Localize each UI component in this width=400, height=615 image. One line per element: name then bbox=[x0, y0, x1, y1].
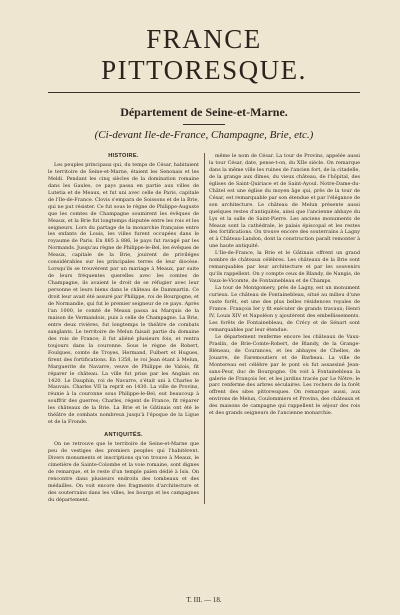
section-heading-antiquites: ANTIQUITÉS. bbox=[104, 432, 143, 439]
department-subtitle: (Ci-devant Ile-de-France, Champagne, Brie, etc.) bbox=[94, 129, 314, 141]
right-column bbox=[209, 153, 360, 504]
paragraph: Le département renferme encore les châteaux de Vaux-Praslin, de Brie-Comte-Robert, de Blandy, de la Grange-Bléneau, de Courances, et les abbayes de Chelles, de Jouarre, de Faremoutiers et de Barbeau. La ville de Montereau est célèbre par le pont où fut assassiné Jean-sans-Peur, duc de Bourgogne. On voit à Fontainebleau la galerie de François Ier, et les jardins tracés par Le Nôtre; le parc renferme des arbres séculaires. Les rochers de la forêt offrent des sites pittoresques. On remarque aussi, aux environs de Melun, Coulommiers et Provins, des châteaux et des maisons de campagne qui rappellent le séjour des rois et des grands seigneurs de l'ancienne monarchie. bbox=[209, 333, 360, 417]
department-rule bbox=[183, 124, 225, 125]
paragraph: Les peuples principaux qui, du temps de César, habitaient le territoire de Seine-et-Marne, étaient les Senonais et les Meldi. Pendant les cinq siècles de la domination romaine dans les Gaules, ce pays passa en partie aux villes de Lutetia et de Meaux, et fut uni avec celle de Paris, capitale de l'Ile-de-France. Clovis s'empara de Soissons et de la Brie, qui ne put résister. Ce fut sous le règne de Philippe-Auguste que les comtes de Champagne soumirent les évêques de Meaux, et la Brie fut longtemps disputée entre les rois et les seigneurs. Lors du partage de la monarchie française entre les enfants de Louis, les villes furent occupées dans le royaume de Paris. En 885 à 886, le pays fut ravagé par les Normands. Jusqu'au règne de Philippe-le-Bel, les évêques de Meaux, capitale de la Brie, jouirent de priviléges considérables sur les principales terres de leur diocèse. Lorsqu'ils se trouvèrent par un mariage à Meaux, par suite de leurs fréquentes querelles avec les comtes de Champagne, ils avaient le droit de se réfugier avec leur personne et leurs biens dans le château de Dammartin. Ce droit leur avait été assuré par Philippe, roi de Bourgogne, et de Normandie, qui fut le premier seigneur de ce pays. Après l'an 1000, le comté de Meaux passa au Marquis de la maison de Vermandois, puis à celle de Champagne. La Brie, entre deux rivières, fut longtemps le théâtre de combats sanglants. Le territoire de Melun faisait partie du domaine des rois de France; il fut aliéné plusieurs fois, et rentra toujours dans la couronne. Sous le règne de Robert, Foulques, comte de Troyes, Hermand, Fulbert et Hugues, firent des fortifications. En 1358, le roi Jean étant à Melun, Marguerite de Navarre, veuve de Philippe de Valois, fit réparer le château. La ville fut prise par les Anglais en 1420. Le Dauphin, roi de Navarre, s'était uni à Charles le Mauvais. Charles VII la reprit en 1430. La ville de Provins, réunie à la couronne sous Philippe-le-Bel, eut beaucoup à souffrir des guerres; Charles, régent de France, fit réparer les châteaux de la Brie. La Brie et le Gâtinais ont été le théâtre de combats nombreux jusqu'à l'époque de la Ligue et de la Fronde. bbox=[48, 161, 199, 426]
masthead-title: FRANCE PITTORESQUE. bbox=[101, 24, 307, 85]
paragraph: L'Ile-de-France, la Brie et le Gâtinais offrent un grand nombre de châteaux célèbres. Les châteaux de la Brie sont remarquables par leur architecture et par les souvenirs qu'ils rappellent. On y compte ceux de Blandy, de Nangis, de Vaux-le-Vicomte, de Fontainebleau et de Champs. bbox=[209, 250, 360, 285]
left-column bbox=[48, 153, 199, 504]
paragraph: même le nom de César. La tour de Provins, appelée aussi la tour César, date, pense-t-on, du XIIe siècle. On remarque dans la même ville les ruines de l'ancien fort, de la citadelle, de la grange aux dîmes, du vieux château, de l'hôpital, des églises de Saint-Quiriace et de Saint-Ayoul. Notre-Dame-du-Châtel est une église du moyen âge qui, près de la tour de César, est remarquable par son étendue et par l'élégance de son architecture. Le château de Melun présente aussi quelques restes d'antiquités, ainsi que l'ancienne abbaye du Lys et la salle de Saint-Pierre. Les anciens monuments de Meaux sont la cathédrale, le palais épiscopal et les restes des fortifications. On trouve encore des souterrains à Lagny et à Château-Landon, dont la construction paraît remonter à une haute antiquité. bbox=[209, 153, 360, 250]
department-title: Département de Seine-et-Marne. bbox=[120, 105, 288, 119]
page-footer: T. III. — 18. bbox=[186, 596, 222, 604]
paragraph: La tour de Montgomery, près de Lagny, est un monument curieux. Le château de Fontainebleau, situé au milieu d'une vaste forêt, est une des plus belles résidences royales de France. François Ier y fit exécuter de grands travaux; Henri IV, Louis XIV et Napoléon y ajoutèrent des embellissements. Les forêts de Fontainebleau, de Crécy et de Sénart sont remarquables par leur étendue. bbox=[209, 285, 360, 333]
paragraph: On ne retrouve que le territoire de Seine-et-Marne que peu de vestiges des premiers peuples qui l'habitèrent. Divers monuments et inscriptions qu'on trouve à Meaux, le cimetière de Sainte-Colombe et la voie romaine, sont dignes de remarque, et le reste d'un temple païen dédié à Isis. On rencontre dans plusieurs endroits des tombeaux et des médailles. On voit encore des fragments d'architecture et des souterrains dans les villes, les bourgs et les campagnes du département. bbox=[48, 441, 199, 503]
masthead-rule bbox=[48, 92, 360, 93]
text-columns bbox=[48, 153, 360, 504]
section-heading-histoire: HISTOIRE. bbox=[108, 153, 139, 159]
